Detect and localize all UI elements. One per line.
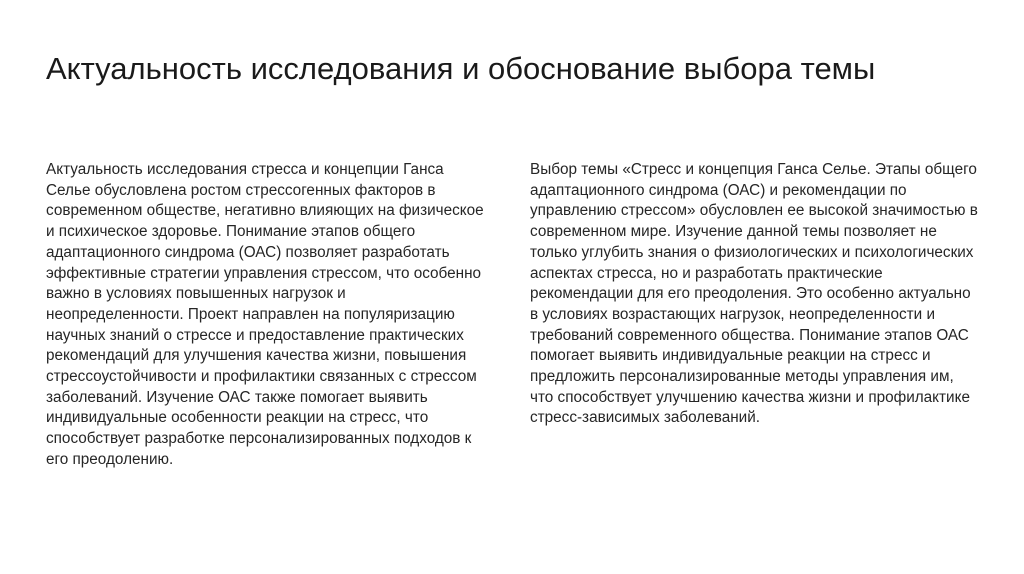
slide-title: Актуальность исследования и обоснование выбора темы	[46, 51, 876, 86]
right-text-column: Выбор темы «Стресс и концепция Ганса Селье. Этапы общего адаптационного синдрома (ОАС) и рекомендации по управлению стрессом» обусловлен ее высокой значимостью в современном мире. Изучение данной темы позволяет не только углубить знания о физиологических и психологических аспектах стресса, но и разработать практические рекомендации для его преодоления. Это особенно актуально в условиях возрастающих нагрузок, неопределенности и требований современного общества. Понимание этапов ОАС помогает выявить индивидуальные реакции на стресс и предложить персонализированные методы управления им, что способствует улучшению качества жизни и профилактике стресс-зависимых заболеваний.	[530, 161, 978, 427]
left-text-column: Актуальность исследования стресса и концепции Ганса Селье обусловлена ростом стрессогенных факторов в современном обществе, негативно влияющих на физическое и психическое здоровье. Понимание этапов общего адаптационного синдрома (ОАС) позволяет разработать эффективные стратегии управления стрессом, что особенно важно в условиях повышенных нагрузок и неопределенности. Проект направлен на популяризацию научных знаний о стрессе и предоставление практических рекомендаций для улучшения качества жизни, повышения стрессоустойчивости и профилактики связанных с стрессом заболеваний. Изучение ОАС также помогает выявить индивидуальные особенности реакции на стресс, что способствует разработке персонализированных подходов к его преодолению.	[46, 161, 484, 468]
